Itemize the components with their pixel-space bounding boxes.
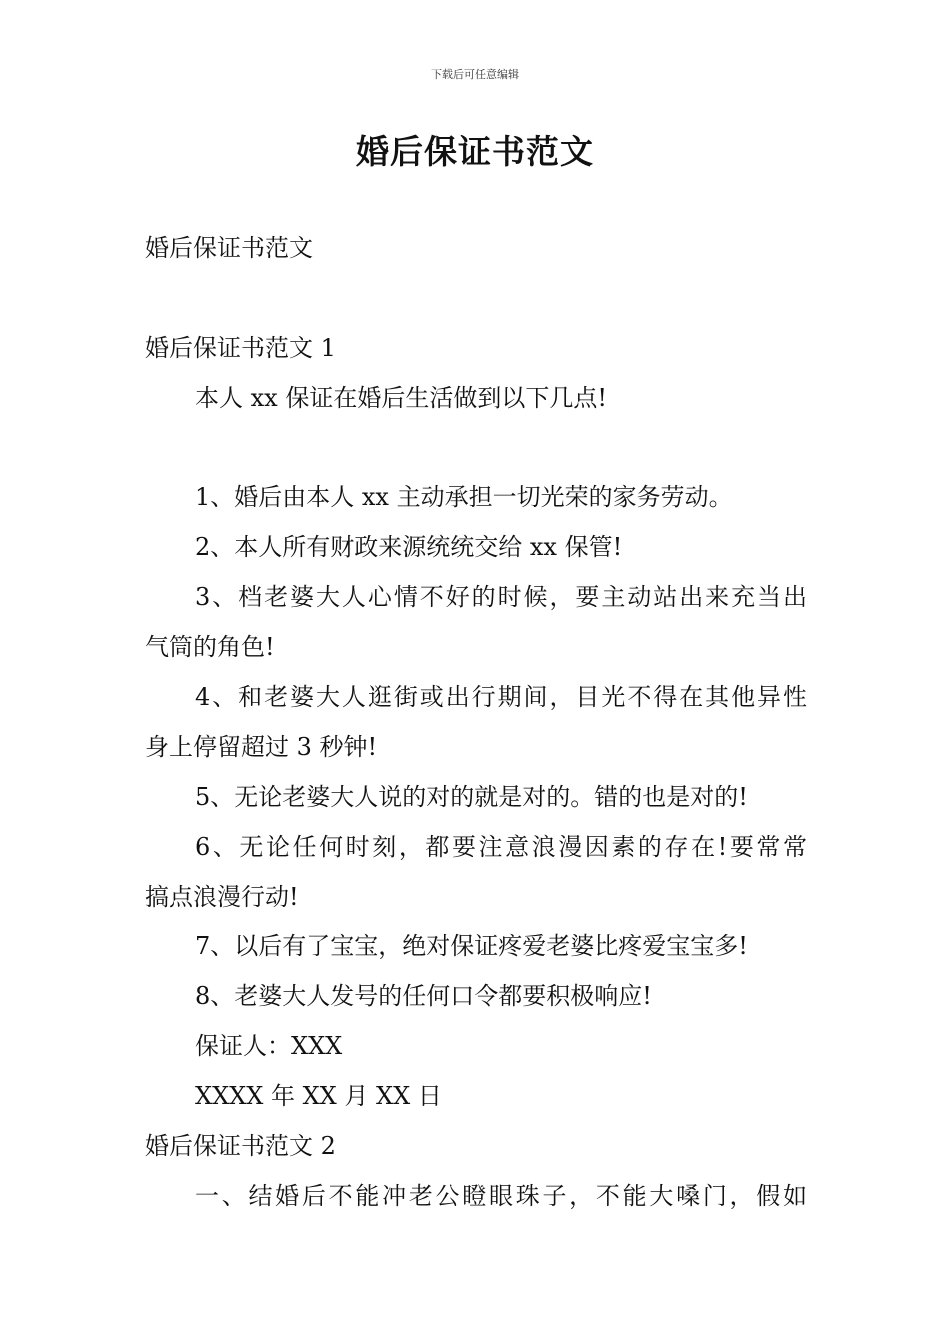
section-1-heading: 婚后保证书范文 1 [145, 334, 336, 362]
item-3-line-1: 3、档老婆大人心情不好的时候，要主动站出来充当出 [195, 583, 807, 611]
item-7: 7、以后有了宝宝，绝对保证疼爱老婆比疼爱宝宝多! [195, 932, 748, 960]
header-note: 下载后可任意编辑 [431, 68, 519, 81]
section-1-intro: 本人 xx 保证在婚后生活做到以下几点! [195, 384, 607, 412]
item-5: 5、无论老婆大人说的对的就是对的。错的也是对的! [195, 783, 748, 811]
document-title: 婚后保证书范文 [356, 132, 594, 171]
date-line: XXXX 年 XX 月 XX 日 [195, 1082, 442, 1110]
item-6-line-1: 6、无论任何时刻，都要注意浪漫因素的存在!要常常 [195, 833, 807, 861]
item-3-line-2: 气筒的角色! [145, 633, 275, 661]
item-1: 1、婚后由本人 xx 主动承担一切光荣的家务劳动。 [195, 483, 733, 511]
item-4-line-2: 身上停留超过 3 秒钟! [145, 733, 378, 761]
item-6-line-2: 搞点浪漫行动! [145, 883, 299, 911]
signer-line: 保证人：XXX [195, 1032, 343, 1060]
section-2-heading: 婚后保证书范文 2 [145, 1132, 336, 1160]
item-8: 8、老婆大人发号的任何口令都要积极响应! [195, 982, 652, 1010]
section-2-item-1-line-1: 一、结婚后不能冲老公瞪眼珠子，不能大嗓门，假如 [195, 1182, 807, 1210]
intro-heading: 婚后保证书范文 [145, 234, 313, 262]
item-4-line-1: 4、和老婆大人逛街或出行期间，目光不得在其他异性 [195, 683, 807, 711]
item-2: 2、本人所有财政来源统统交给 xx 保管! [195, 533, 623, 561]
